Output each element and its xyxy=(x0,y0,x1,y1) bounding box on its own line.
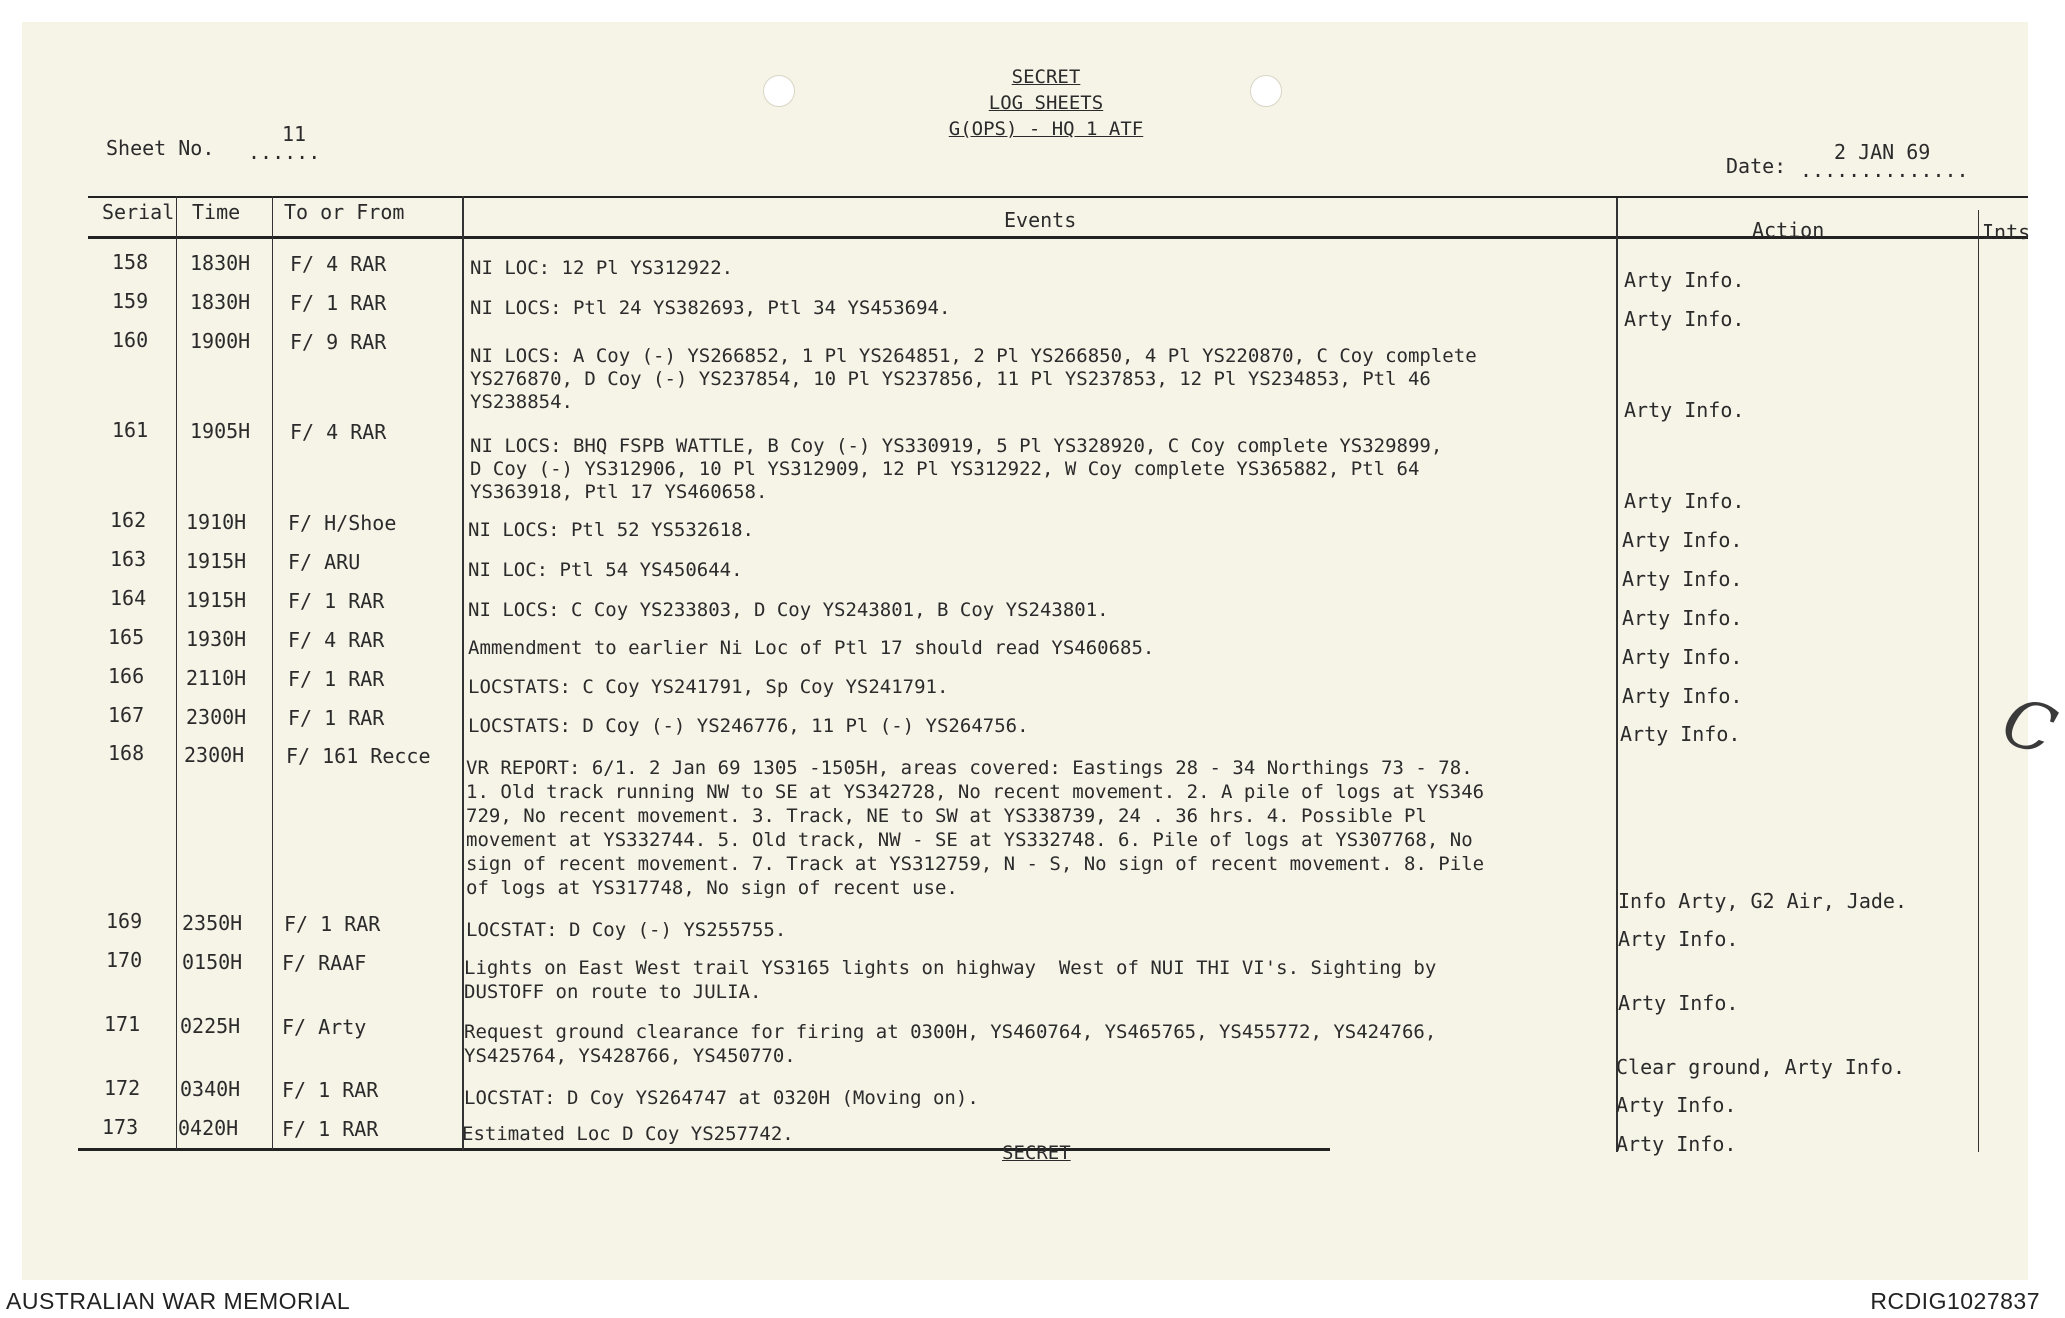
row-time: 0225H xyxy=(180,1014,241,1038)
row-from: F/ ARU xyxy=(288,550,361,574)
date-value: 2 JAN 69 xyxy=(1834,140,1931,164)
row-event-line: NI LOCS: Ptl 24 YS382693, Ptl 34 YS453694. xyxy=(470,297,951,319)
row-action: Arty Info. xyxy=(1622,528,1743,552)
handwritten-initial: C xyxy=(1993,682,2065,771)
row-event-line: Estimated Loc D Coy YS257742. xyxy=(462,1123,794,1145)
row-event-line: NI LOCS: Ptl 52 YS532618. xyxy=(468,519,754,541)
row-serial: 169 xyxy=(106,909,143,933)
row-action: Arty Info. xyxy=(1622,684,1743,708)
row-serial: 170 xyxy=(106,948,143,972)
column-header-events: Events xyxy=(1004,208,1077,232)
column-header-to-from: To or From xyxy=(284,200,405,224)
row-event-line: Request ground clearance for firing at 0300H, YS460764, YS465765, YS455772, YS424766, xyxy=(464,1021,1437,1043)
row-time: 0420H xyxy=(178,1116,239,1140)
row-action: Clear ground, Arty Info. xyxy=(1616,1055,1905,1079)
column-header-action: Action xyxy=(1752,218,1825,242)
row-time: 0150H xyxy=(182,950,243,974)
row-from: F/ 9 RAR xyxy=(290,330,387,354)
row-action: Info Arty, G2 Air, Jade. xyxy=(1618,889,1907,913)
sheet-number-dots: ...... xyxy=(248,140,321,164)
row-event-line: LOCSTATS: C Coy YS241791, Sp Coy YS241791. xyxy=(468,676,949,698)
row-action: Arty Info. xyxy=(1622,606,1743,630)
row-from: F/ 4 RAR xyxy=(290,252,387,276)
col-divider-serial xyxy=(176,196,177,1150)
date-label: Date: xyxy=(1726,154,1787,178)
row-time: 1905H xyxy=(190,419,251,443)
row-event-line: NI LOCS: C Coy YS233803, D Coy YS243801, B Coy YS243801. xyxy=(468,599,1109,621)
row-time: 2110H xyxy=(186,666,247,690)
row-time: 1830H xyxy=(190,251,251,275)
row-serial: 163 xyxy=(110,547,147,571)
table-header-rule xyxy=(88,236,2028,239)
row-event-line: movement at YS332744. 5. Old track, NW - SE at YS332748. 6. Pile of logs at YS307768, No xyxy=(466,829,1473,851)
row-event-line: of logs at YS317748, No sign of recent use. xyxy=(466,877,958,899)
row-from: F/ RAAF xyxy=(282,951,367,975)
row-serial: 173 xyxy=(102,1115,139,1139)
row-from: F/ 1 RAR xyxy=(290,291,387,315)
row-time: 0340H xyxy=(180,1077,241,1101)
archive-name: AUSTRALIAN WAR MEMORIAL xyxy=(6,1288,351,1314)
row-action: Arty Info. xyxy=(1624,268,1745,292)
unit-title: G(OPS) - HQ 1 ATF xyxy=(948,118,1144,140)
row-event-line: LOCSTATS: D Coy (-) YS246776, 11 Pl (-) YS264756. xyxy=(468,715,1029,737)
row-serial: 160 xyxy=(112,328,149,352)
row-action: Arty Info. xyxy=(1624,489,1745,513)
col-divider-time xyxy=(272,196,273,1150)
row-from: F/ 4 RAR xyxy=(290,420,387,444)
punch-hole-left xyxy=(763,75,795,107)
row-time: 1900H xyxy=(190,329,251,353)
row-time: 1915H xyxy=(186,588,247,612)
row-from: F/ Arty xyxy=(282,1015,367,1039)
row-event-line: 729, No recent movement. 3. Track, NE to SW at YS338739, 24 . 36 hrs. 4. Possible Pl xyxy=(466,805,1427,827)
classification-top: SECRET xyxy=(1011,66,1081,88)
row-time: 1930H xyxy=(186,627,247,651)
row-serial: 165 xyxy=(108,625,145,649)
row-serial: 172 xyxy=(104,1076,141,1100)
document-title: LOG SHEETS xyxy=(988,92,1104,114)
row-event-line: NI LOC: 12 Pl YS312922. xyxy=(470,257,734,279)
classification-bottom: SECRET xyxy=(1002,1142,1071,1164)
row-action: Arty Info. xyxy=(1622,567,1743,591)
row-event-line: DUSTOFF on route to JULIA. xyxy=(464,981,762,1003)
sheet-number-label: Sheet No. xyxy=(106,136,215,160)
row-action: Arty Info. xyxy=(1620,722,1741,746)
row-event-line: VR REPORT: 6/1. 2 Jan 69 1305 -1505H, areas covered: Eastings 28 - 34 Northings 73 - 78. xyxy=(466,757,1473,779)
row-time: 1830H xyxy=(190,290,251,314)
row-event-line: YS363918, Ptl 17 YS460658. xyxy=(470,481,768,503)
row-from: F/ 1 RAR xyxy=(288,667,385,691)
table-bottom-rule xyxy=(78,1148,1330,1151)
row-action: Arty Info. xyxy=(1616,1093,1737,1117)
table-top-rule xyxy=(88,196,2028,198)
row-event-line: YS238854. xyxy=(470,391,573,413)
row-event-line: Ammendment to earlier Ni Loc of Ptl 17 should read YS460685. xyxy=(468,637,1155,659)
row-from: F/ H/Shoe xyxy=(288,511,397,535)
row-serial: 161 xyxy=(112,418,149,442)
row-time: 2350H xyxy=(182,911,243,935)
row-event-line: NI LOC: Ptl 54 YS450644. xyxy=(468,559,743,581)
row-event-line: NI LOCS: BHQ FSPB WATTLE, B Coy (-) YS330919, 5 Pl YS328920, C Coy complete YS329899, xyxy=(470,435,1443,457)
row-from: F/ 161 Recce xyxy=(286,744,431,768)
row-from: F/ 4 RAR xyxy=(288,628,385,652)
row-time: 2300H xyxy=(186,705,247,729)
row-event-line: NI LOCS: A Coy (-) YS266852, 1 Pl YS264851, 2 Pl YS266850, 4 Pl YS220870, C Coy complete xyxy=(470,345,1477,367)
row-event-line: LOCSTAT: D Coy (-) YS255755. xyxy=(466,919,787,941)
column-header-ints: Ints xyxy=(1982,220,2031,244)
row-from: F/ 1 RAR xyxy=(288,589,385,613)
row-serial: 158 xyxy=(112,250,149,274)
row-event-line: LOCSTAT: D Coy YS264747 at 0320H (Moving on). xyxy=(464,1087,979,1109)
row-time: 2300H xyxy=(184,743,245,767)
row-event-line: sign of recent movement. 7. Track at YS312759, N - S, No sign of recent movement. 8. Pile xyxy=(466,853,1485,875)
row-serial: 167 xyxy=(108,703,145,727)
row-event-line: D Coy (-) YS312906, 10 Pl YS312909, 12 Pl YS312922, W Coy complete YS365882, Ptl 64 xyxy=(470,458,1420,480)
row-serial: 168 xyxy=(108,741,145,765)
row-from: F/ 1 RAR xyxy=(284,912,381,936)
sheet-number-value: 11 xyxy=(282,122,307,146)
row-from: F/ 1 RAR xyxy=(288,706,385,730)
row-action: Arty Info. xyxy=(1622,645,1743,669)
row-action: Arty Info. xyxy=(1618,991,1739,1015)
row-serial: 164 xyxy=(110,586,147,610)
row-from: F/ 1 RAR xyxy=(282,1078,379,1102)
date-dots: .............. xyxy=(1800,158,1969,182)
column-header-serial: Serial xyxy=(102,200,175,224)
row-event-line: Lights on East West trail YS3165 lights on highway West of NUI THI VI's. Sighting by xyxy=(464,957,1437,979)
punch-hole-right xyxy=(1250,75,1282,107)
col-divider-from xyxy=(462,196,464,1150)
row-event-line: YS425764, YS428766, YS450770. xyxy=(464,1045,796,1067)
row-serial: 166 xyxy=(108,664,145,688)
row-from: F/ 1 RAR xyxy=(282,1117,379,1141)
row-event-line: 1. Old track running NW to SE at YS342728, No recent movement. 2. A pile of logs at YS346 xyxy=(466,781,1485,803)
row-serial: 159 xyxy=(112,289,149,313)
row-serial: 171 xyxy=(104,1012,141,1036)
row-action: Arty Info. xyxy=(1624,398,1745,422)
column-header-time: Time xyxy=(192,200,241,224)
row-serial: 162 xyxy=(110,508,147,532)
row-time: 1910H xyxy=(186,510,247,534)
row-event-line: YS276870, D Coy (-) YS237854, 10 Pl YS237856, 11 Pl YS237853, 12 Pl YS234853, Ptl 46 xyxy=(470,368,1431,390)
row-time: 1915H xyxy=(186,549,247,573)
archive-reference: RCDIG1027837 xyxy=(1870,1288,2040,1314)
col-divider-action xyxy=(1978,210,1979,1152)
row-action: Arty Info. xyxy=(1618,927,1739,951)
row-action: Arty Info. xyxy=(1624,307,1745,331)
row-action: Arty Info. xyxy=(1616,1132,1737,1156)
